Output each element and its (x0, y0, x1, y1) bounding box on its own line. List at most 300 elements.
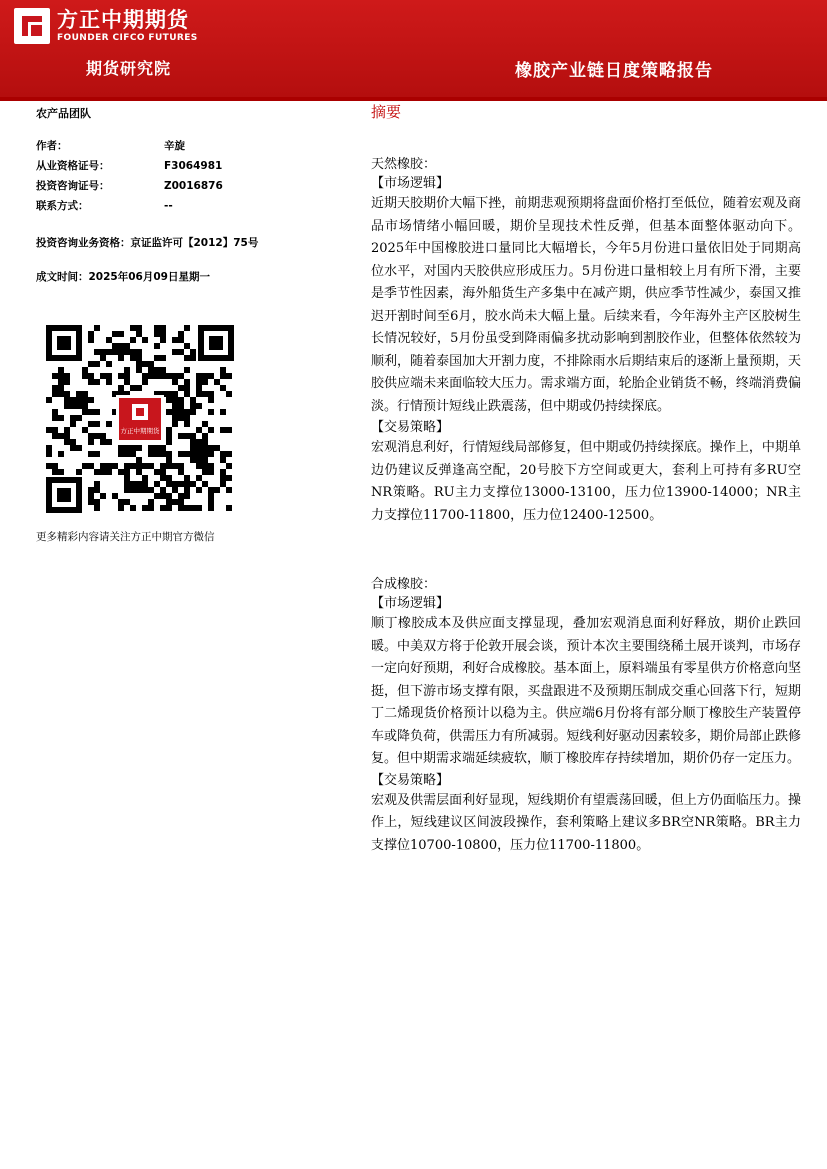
qr-module (76, 403, 82, 409)
qr-module (208, 445, 214, 451)
qr-module (166, 439, 172, 445)
qr-module (220, 367, 226, 373)
qr-module (88, 421, 94, 427)
qr-module (202, 433, 208, 439)
qr-module (214, 379, 220, 385)
qr-module (226, 451, 232, 457)
qr-module (148, 505, 154, 511)
qr-module (106, 379, 112, 385)
qr-module (208, 469, 214, 475)
contact-row (36, 196, 223, 216)
team-name: 农产品团队 (36, 107, 91, 120)
qr-module (184, 433, 190, 439)
info-label: 从业资格证号： (36, 160, 110, 172)
qr-module (94, 451, 100, 457)
qr-module (160, 337, 166, 343)
qr-module (202, 445, 208, 451)
qr-module (214, 445, 220, 451)
qr-module (130, 505, 136, 511)
qr-module (130, 355, 136, 361)
qr-module (148, 499, 154, 505)
license-row (36, 156, 223, 176)
qr-module (94, 487, 100, 493)
qr-module (190, 403, 196, 409)
qr-module (196, 385, 202, 391)
qr-module (58, 391, 64, 397)
qr-module (106, 361, 112, 367)
qr-module (76, 469, 82, 475)
qr-module (160, 445, 166, 451)
qr-module (136, 367, 142, 373)
qr-module (208, 487, 214, 493)
qr-module (58, 451, 64, 457)
qr-module (64, 427, 70, 433)
qr-module (202, 451, 208, 457)
qr-module (214, 487, 220, 493)
qr-module (58, 433, 64, 439)
spacer (371, 124, 801, 155)
qr-module (52, 391, 58, 397)
qr-module (82, 367, 88, 373)
qr-module (172, 421, 178, 427)
spacer (371, 527, 801, 575)
qr-module (178, 373, 184, 379)
qr-module (208, 397, 214, 403)
qr-module (172, 337, 178, 343)
qr-module (118, 445, 124, 451)
qr-module (166, 475, 172, 481)
qr-module (178, 349, 184, 355)
natural-strategy-text: 宏观消息利好，行情短线局部修复，但中期或仍持续探底。操作上，中期单边仍建议反弹逢高空配，20号胶下方空间或更大，套利上可持有多RU空NR策略。RU主力支撑位13000-13100，压力位13900-14000；NR主力支撑位11700-11800，压力位12400-12500。 (371, 440, 801, 523)
qr-module (64, 373, 70, 379)
qr-module (82, 397, 88, 403)
qr-module (112, 343, 118, 349)
qr-module (64, 439, 70, 445)
qr-module (196, 403, 202, 409)
qr-module (100, 355, 106, 361)
qr-module (202, 379, 208, 385)
qr-module (142, 481, 148, 487)
qr-module (220, 481, 226, 487)
qr-module (58, 385, 64, 391)
qr-module (178, 493, 184, 499)
qr-module (70, 445, 76, 451)
qr-module (106, 337, 112, 343)
natural-strategy-tag: 【交易策略】 (371, 420, 450, 435)
qr-module (82, 427, 88, 433)
qr-module (154, 445, 160, 451)
qr-module (190, 397, 196, 403)
qr-module (88, 373, 94, 379)
info-label: 作者： (36, 140, 68, 152)
qr-module (190, 445, 196, 451)
qr-module (124, 349, 130, 355)
synthetic-strategy-tag: 【交易策略】 (371, 772, 450, 788)
qr-module (220, 451, 226, 457)
qr-module (64, 403, 70, 409)
qr-module (94, 469, 100, 475)
qr-module (154, 343, 160, 349)
qr-caption: 更多精彩内容请关注方正中期官方微信 (36, 531, 215, 543)
qr-module (166, 463, 172, 469)
qr-module (130, 481, 136, 487)
qr-module (76, 397, 82, 403)
qr-module (52, 433, 58, 439)
qr-module (94, 505, 100, 511)
qr-module (184, 505, 190, 511)
qr-module (112, 349, 118, 355)
qr-module (226, 487, 232, 493)
qr-module (142, 475, 148, 481)
qr-module (148, 367, 154, 373)
qr-module (172, 391, 178, 397)
report-title: 橡胶产业链日度策略报告 (515, 61, 713, 81)
qr-module (52, 427, 58, 433)
qr-module (124, 475, 130, 481)
qr-module (124, 487, 130, 493)
qr-module (160, 373, 166, 379)
qr-module (172, 463, 178, 469)
qr-module (190, 451, 196, 457)
qr-module (184, 451, 190, 457)
qr-module (124, 379, 130, 385)
qr-module (172, 481, 178, 487)
qr-module (196, 391, 202, 397)
qr-module (70, 397, 76, 403)
qr-module (184, 421, 190, 427)
qr-module (64, 397, 70, 403)
company-name-cn: 方正中期期货 (57, 8, 189, 32)
report-date: 成文时间：2025年06月09日星期一 (36, 271, 210, 283)
qr-module (46, 397, 52, 403)
qr-module (154, 481, 160, 487)
qr-module (76, 445, 82, 451)
qr-module (124, 463, 130, 469)
qr-module (46, 445, 52, 451)
natural-rubber-heading: 天然橡胶： (371, 157, 437, 172)
consult-license-row (36, 176, 223, 196)
info-label: 投资咨询证号： (36, 180, 110, 192)
qr-module (136, 457, 142, 463)
qr-module (124, 343, 130, 349)
info-value: Z0016876 (164, 180, 223, 192)
qr-module (154, 367, 160, 373)
qr-module (208, 391, 214, 397)
qr-module (94, 481, 100, 487)
qr-module (94, 325, 100, 331)
qr-module (196, 505, 202, 511)
qr-module (178, 451, 184, 457)
qr-module (130, 487, 136, 493)
info-value: -- (164, 200, 173, 212)
abstract-section (371, 100, 801, 857)
page-header (0, 0, 827, 98)
qr-module (82, 409, 88, 415)
qr-module (178, 337, 184, 343)
qr-module (94, 361, 100, 367)
qr-module (172, 487, 178, 493)
qr-module (172, 499, 178, 505)
abstract-title: 摘要 (371, 103, 402, 121)
qr-module (166, 505, 172, 511)
synthetic-logic-tag: 【市场逻辑】 (371, 596, 450, 611)
qr-module (136, 361, 142, 367)
qr-module (100, 433, 106, 439)
qr-module (220, 409, 226, 415)
qr-module (148, 373, 154, 379)
qr-module (178, 403, 184, 409)
qr-module (106, 349, 112, 355)
qr-module (184, 379, 190, 385)
qr-module (82, 463, 88, 469)
qr-module (184, 481, 190, 487)
qr-module (184, 367, 190, 373)
qr-module (202, 373, 208, 379)
qr-module (202, 463, 208, 469)
qr-module (58, 373, 64, 379)
qr-module (196, 379, 202, 385)
qr-module (166, 391, 172, 397)
qr-module (64, 379, 70, 385)
qr-module (148, 361, 154, 367)
qr-module (184, 391, 190, 397)
qr-module (160, 493, 166, 499)
qr-module (178, 499, 184, 505)
qr-module (196, 427, 202, 433)
qr-module (94, 379, 100, 385)
department-name: 期货研究院 (86, 59, 172, 78)
qr-module (190, 349, 196, 355)
qr-module (190, 409, 196, 415)
qr-module (154, 469, 160, 475)
qr-module (202, 457, 208, 463)
qr-badge-text: 方正中期期货 (120, 427, 160, 435)
qr-module (88, 433, 94, 439)
qr-module (70, 421, 76, 427)
qr-module (82, 373, 88, 379)
qr-module (76, 391, 82, 397)
qr-module (124, 451, 130, 457)
qr-module (226, 391, 232, 397)
qr-module (46, 451, 52, 457)
qr-module (94, 499, 100, 505)
qr-module (208, 451, 214, 457)
qr-module (88, 463, 94, 469)
qr-module (196, 475, 202, 481)
qr-module (118, 385, 124, 391)
qr-module (220, 385, 226, 391)
qr-module (166, 373, 172, 379)
qr-module (178, 463, 184, 469)
qr-module (160, 331, 166, 337)
qr-module (184, 343, 190, 349)
qr-module (136, 469, 142, 475)
qr-module (166, 493, 172, 499)
info-value: 辛旋 (164, 140, 185, 152)
qr-module (196, 451, 202, 457)
qr-module (124, 469, 130, 475)
qr-module (190, 505, 196, 511)
qr-module (202, 481, 208, 487)
qr-module (208, 427, 214, 433)
qr-module (178, 409, 184, 415)
qr-module (106, 373, 112, 379)
qr-module (184, 475, 190, 481)
qr-module (58, 367, 64, 373)
qr-module (118, 505, 124, 511)
qr-module (106, 421, 112, 427)
qr-module (190, 355, 196, 361)
qr-module (142, 379, 148, 385)
qr-module (88, 439, 94, 445)
qr-module (226, 505, 232, 511)
author-row (36, 136, 223, 156)
qr-module (172, 415, 178, 421)
qr-module (118, 343, 124, 349)
qr-module (124, 367, 130, 373)
natural-logic-tag: 【市场逻辑】 (371, 176, 450, 191)
qr-module (136, 349, 142, 355)
qr-module (208, 373, 214, 379)
qr-module (88, 361, 94, 367)
qr-module (88, 487, 94, 493)
qr-module (154, 325, 160, 331)
qr-module (76, 415, 82, 421)
qr-module (196, 457, 202, 463)
qr-module (124, 373, 130, 379)
qr-module (172, 403, 178, 409)
author-info-list (36, 136, 223, 216)
qr-module (148, 463, 154, 469)
qr-module (46, 463, 52, 469)
qr-module (58, 469, 64, 475)
qr-module (88, 499, 94, 505)
qr-module (226, 373, 232, 379)
qr-module (100, 493, 106, 499)
qr-module (220, 475, 226, 481)
qr-module (100, 469, 106, 475)
qr-module (208, 499, 214, 505)
qr-module (178, 469, 184, 475)
qr-module (64, 433, 70, 439)
qr-module (154, 355, 160, 361)
founder-logo-icon (14, 8, 50, 44)
author-sidebar (36, 105, 336, 543)
info-value: F3064981 (164, 160, 223, 172)
qr-module (178, 331, 184, 337)
qr-module (190, 457, 196, 463)
synthetic-rubber-heading: 合成橡胶： (371, 577, 437, 592)
qr-module (82, 391, 88, 397)
qr-module (70, 415, 76, 421)
qr-module (184, 409, 190, 415)
qr-module (88, 337, 94, 343)
qr-module (118, 499, 124, 505)
qr-module (178, 433, 184, 439)
qr-module (172, 409, 178, 415)
qr-module (160, 355, 166, 361)
synthetic-strategy-text: 宏观及供需层面利好显现，短线期价有望震荡回暖，但上方仍面临压力。操作上，短线建议区间波段操作，套利策略上建议多BR空NR策略。BR主力支撑位10700-10800，压力位11700-11800。 (371, 792, 801, 853)
qr-module (124, 481, 130, 487)
qr-module (154, 493, 160, 499)
qr-module (184, 385, 190, 391)
qr-module (202, 469, 208, 475)
qr-module (184, 355, 190, 361)
qr-module (220, 457, 226, 463)
qr-module (160, 463, 166, 469)
qr-module (136, 325, 142, 331)
qr-module (118, 331, 124, 337)
qr-module (130, 463, 136, 469)
qr-module (208, 493, 214, 499)
qr-module (112, 463, 118, 469)
qr-module (130, 337, 136, 343)
qr-module (88, 397, 94, 403)
qr-module (94, 409, 100, 415)
qr-module (208, 505, 214, 511)
qr-module (142, 463, 148, 469)
qr-module (160, 505, 166, 511)
info-label: 联系方式： (36, 200, 89, 212)
qr-module (88, 331, 94, 337)
qr-module (106, 463, 112, 469)
qr-module (52, 409, 58, 415)
qr-module (190, 433, 196, 439)
qr-module (52, 415, 58, 421)
qr-module (178, 505, 184, 511)
qr-code (42, 321, 238, 517)
qr-module (94, 433, 100, 439)
qr-module (124, 499, 130, 505)
qr-module (202, 391, 208, 397)
qr-module (118, 373, 124, 379)
qr-module (130, 325, 136, 331)
qr-module (184, 415, 190, 421)
qr-module (196, 439, 202, 445)
qr-module (100, 439, 106, 445)
qr-module (160, 325, 166, 331)
qr-module (184, 493, 190, 499)
qr-module (46, 427, 52, 433)
qr-module (136, 487, 142, 493)
qr-module (160, 475, 166, 481)
qr-module (226, 475, 232, 481)
qr-module (220, 373, 226, 379)
qr-module (148, 487, 154, 493)
qr-module (100, 463, 106, 469)
qr-module (52, 373, 58, 379)
qr-module (220, 469, 226, 475)
qr-module (82, 403, 88, 409)
qr-module (130, 349, 136, 355)
qr-module (154, 373, 160, 379)
qr-module (166, 499, 172, 505)
qr-module (166, 433, 172, 439)
qr-module (52, 469, 58, 475)
qr-module (124, 445, 130, 451)
qr-module (58, 379, 64, 385)
qr-module (118, 349, 124, 355)
qr-module (190, 481, 196, 487)
qr-module (130, 451, 136, 457)
qr-module (196, 445, 202, 451)
qr-module (190, 439, 196, 445)
qr-module (88, 379, 94, 385)
qr-module (136, 445, 142, 451)
qr-module (136, 331, 142, 337)
qr-module (142, 505, 148, 511)
qr-module (160, 451, 166, 457)
